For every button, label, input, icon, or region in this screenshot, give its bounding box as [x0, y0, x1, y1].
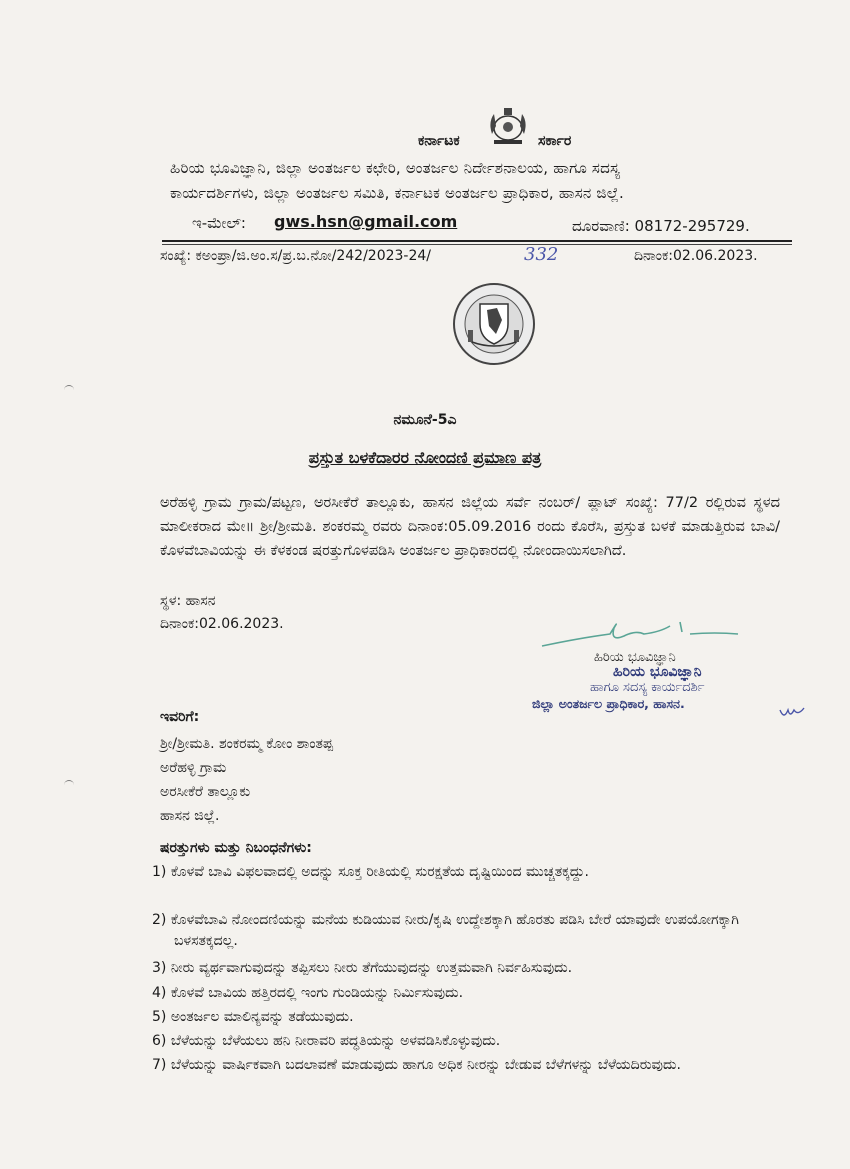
govt-label-left: ಕರ್ನಾಟಕ [418, 133, 460, 149]
phone-number: ದೂರವಾಣಿ: 08172-295729. [572, 217, 750, 235]
term-item: 6) ಬೆಳೆಯನ್ನು ಬೆಳೆಯಲು ಹನಿ ನೀರಾವರಿ ಪದ್ಧತಿಯನ್ನು ಅಳವಡಿಸಿಕೊಳ್ಳುವುದು. [152, 1033, 501, 1049]
recipient-name: ಶ್ರೀ/ಶ್ರೀಮತಿ. ಶಂಕರಮ್ಮ ಕೋಂ ಶಾಂತಪ್ಪ [160, 736, 334, 752]
header-date: ದಿನಾಂಕ:02.06.2023. [634, 248, 758, 264]
term-item: 3) ನೀರು ವ್ಯರ್ಥವಾಗುವುದನ್ನು ತಪ್ಪಿಸಲು ನೀರು ತೆಗೆಯುವುದನ್ನು ಉತ್ತಮವಾಗಿ ನಿರ್ವಹಿಸುವುದು. [152, 960, 573, 976]
recipient-village: ಅರೆಹಳ್ಳಿ ಗ್ರಾಮ [160, 760, 227, 776]
email-label: ಇ-ಮೇಲ್: [192, 214, 246, 232]
stamp-line2: ಹಾಗೂ ಸದಸ್ಯ ಕಾರ್ಯದರ್ಶಿ [590, 680, 705, 695]
groundwater-authority-seal-icon [450, 280, 538, 368]
initials-mark [778, 702, 808, 722]
certificate-body: ಅರೆಹಳ್ಳಿ ಗ್ರಾಮ ಗ್ರಾಮ/ಪಟ್ಟಣ, ಅರಸೀಕೆರೆ ತಾಲ್ಲೂಕು, ಹಾಸನ ಜಿಲ್ಲೆಯ ಸರ್ವೆ ನಂಬರ್/ ಪ್ಲಾಟ್ ಸಂಖ್ಯೆ: 77/2 ರಲ್ಲಿರುವ ಸ್ಥಳದ ಮಾಲೀಕರಾದ ಮೇ॥ ಶ್ರೀ/ಶ್ರೀಮತಿ. ಶಂಕರಮ್ಮ ರವರು ದಿನಾಂಕ:05.09.2016 ರಂದು ಕೊರೆಸಿ, ಪ್ರಸ್ತುತ ಬಳಕೆ ಮಾಡುತ್ತಿರುವ ಬಾವಿ/ಕೊಳವೆಬಾವಿಯನ್ನು ಈ ಕೆಳಕಂಡ ಷರತ್ತುಗೊಳಪಡಿಸಿ ಅಂತರ್ಜಲ ಪ್ರಾಧಿಕಾರದಲ್ಲಿ ನೋಂದಾಯಿಸಲಾಗಿದೆ. [160, 495, 780, 559]
recipient-taluk: ಅರಸೀಕೆರೆ ತಾಲ್ಲೂಕು [160, 784, 251, 800]
term-item: 7) ಬೆಳೆಯನ್ನು ವಾರ್ಷಿಕವಾಗಿ ಬದಲಾವಣೆ ಮಾಡುವುದು ಹಾಗೂ ಅಧಿಕ ನೀರನ್ನು ಬೇಡುವ ಬೆಳೆಗಳನ್ನು ಬೆಳೆಯದಿರುವುದು. [152, 1057, 681, 1073]
term-item: 4) ಕೊಳವೆ ಬಾವಿಯ ಹತ್ತಿರದಲ್ಲಿ ಇಂಗು ಗುಂಡಿಯನ್ನು ನಿರ್ಮಿಸುವುದು. [152, 985, 464, 1001]
place-line: ಸ್ಥಳ: ಹಾಸನ [160, 593, 216, 609]
header-divider [162, 240, 792, 242]
punch-hole-mark [64, 385, 74, 392]
email-link[interactable]: gws.hsn@gmail.com [274, 212, 458, 231]
certificate-title: ಪ್ರಸ್ತುತ ಬಳಕೆದಾರರ ನೋಂದಣಿ ಪ್ರಮಾಣ ಪತ್ರ [308, 448, 542, 467]
term-item: 1) ಕೊಳವೆ ಬಾವಿ ವಿಫಲವಾದಲ್ಲಿ ಅದನ್ನು ಸೂಕ್ತ ರೀತಿಯಲ್ಲಿ ಸುರಕ್ಷತೆಯ ದೃಷ್ಟಿಯಿಂದ ಮುಚ್ಚತಕ್ಕದ್ದು. [152, 864, 589, 880]
issue-date: ದಿನಾಂಕ:02.06.2023. [160, 616, 284, 632]
stamp-line1: ಹಿರಿಯ ಭೂವಿಜ್ಞಾನಿ [613, 664, 702, 680]
stamp-line3: ಜಿಲ್ಲಾ ಅಂತರ್ಜಲ ಪ್ರಾಧಿಕಾರ, ಹಾಸನ. [532, 696, 685, 711]
govt-label-right: ಸರ್ಕಾರ [538, 133, 572, 149]
handwritten-reference-number: 332 [524, 244, 559, 265]
term-item: 5) ಅಂತರ್ಜಲ ಮಾಲಿನ್ಯವನ್ನು ತಡೆಯುವುದು. [152, 1009, 354, 1025]
recipient-label: ಇವರಿಗೆ: [160, 709, 200, 725]
terms-title: ಷರತ್ತುಗಳು ಮತ್ತು ನಿಬಂಧನೆಗಳು: [160, 840, 312, 856]
office-address-line1: ಹಿರಿಯ ಭೂವಿಜ್ಞಾನಿ, ಜಿಲ್ಲಾ ಅಂತರ್ಜಲ ಕಛೇರಿ, ಅಂತರ್ಜಲ ನಿರ್ದೇಶನಾಲಯ, ಹಾಗೂ ಸದಸ್ಯ [170, 159, 621, 177]
recipient-district: ಹಾಸನ ಜಿಲ್ಲೆ. [160, 808, 220, 824]
office-address-line2: ಕಾರ್ಯದರ್ಶಿಗಳು, ಜಿಲ್ಲಾ ಅಂತರ್ಜಲ ಸಮಿತಿ, ಕರ್ನಾಟಕ ಅಂತರ್ಜಲ ಪ್ರಾಧಿಕಾರ, ಹಾಸನ ಜಿಲ್ಲೆ. [170, 184, 624, 202]
header-divider-thin [162, 244, 792, 245]
punch-hole-mark [64, 780, 74, 787]
signatory-designation: ಹಿರಿಯ ಭೂವಿಜ್ಞಾನಿ [594, 650, 676, 665]
karnataka-emblem-icon [482, 104, 534, 148]
term-item: 2) ಕೊಳವೆಬಾವಿ ನೋಂದಣಿಯನ್ನು ಮನೆಯ ಕುಡಿಯುವ ನೀರು/ಕೃಷಿ ಉದ್ದೇಶಕ್ಕಾಗಿ ಹೊರತು ಪಡಿಸಿ ಬೇರೆ ಯಾವುದೇ ಉಪಯೋಗಕ್ಕಾಗಿ ಬಳಸತಕ್ಕದಲ್ಲ. [152, 912, 739, 949]
reference-number: ಸಂಖ್ಯೆ: ಕಅಂಪ್ರಾ/ಜಿ.ಅಂ.ಸ/ಪ್ರ.ಬ.ನೋ/242/2023-24/ [160, 248, 431, 264]
form-number: ನಮೂನೆ-5ಎ [393, 412, 457, 428]
